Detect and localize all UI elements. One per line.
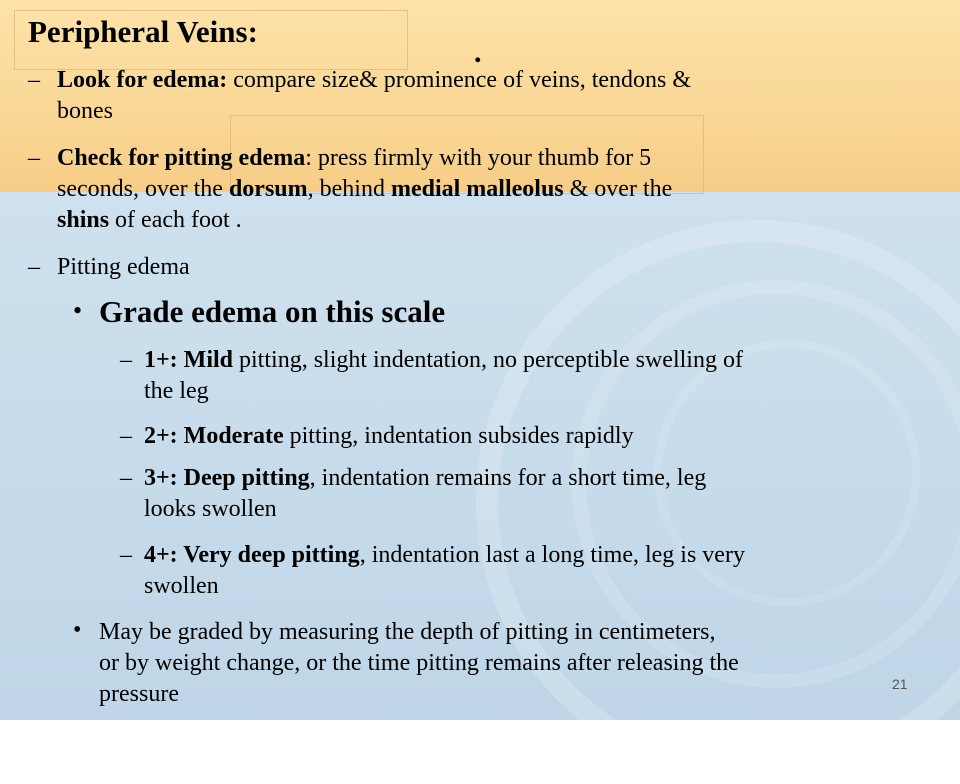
item-text: seconds, over the [57,176,229,202]
item-bold-text: 3+: Deep pitting [144,465,310,491]
list-item-measure: May be graded by measuring the depth of pitting in centimeters, [99,619,716,645]
item-text: & over the [563,176,673,202]
list-dash: – [120,423,132,449]
list-dash: – [28,67,40,93]
item-bold-text: 4+: Very deep pitting [144,542,360,568]
item-text: of each foot . [109,207,242,233]
stray-dot: . [474,36,482,69]
item-bold-text: Check for pitting edema [57,145,306,171]
list-dash: – [28,254,40,280]
list-item-continuation [57,205,242,236]
item-bold-text: medial malleolus [390,176,564,202]
item-text: pitting, slight indentation, no perceptible swelling of [233,347,743,373]
list-item-continuation: looks swollen [144,496,277,522]
list-item-grade-4 [144,540,745,571]
list-item-grade-1 [144,345,743,376]
bullet-point: • [73,617,82,643]
item-bold-text: Look for edema: [57,67,228,93]
item-bold-text: shins [57,207,110,233]
list-item-pitting-check [57,143,651,174]
item-text: , behind [307,176,391,202]
list-dash: – [120,465,132,491]
item-text: : press firmly with your thumb for 5 [305,145,652,171]
scale-heading: Grade edema on this scale [99,294,446,329]
list-item-continuation: swollen [144,573,219,599]
item-text: pitting, indentation subsides rapidly [283,423,634,449]
list-item-look-edema [57,65,691,96]
list-item-continuation: pressure [99,681,179,707]
list-dash: – [28,145,40,171]
list-item-continuation: or by weight change, or the time pitting remains after releasing the [99,650,739,676]
list-item-grade-3 [144,463,706,494]
item-bold-text: 2+: Moderate [144,423,284,449]
page-number: 21 [892,676,908,692]
item-bold-text: 1+: Mild [144,347,234,373]
list-item-continuation [57,174,672,205]
item-text: , indentation remains for a short time, leg [309,465,707,491]
list-item-grade-2 [144,421,634,452]
list-dash: – [120,347,132,373]
bullet-point: • [73,296,83,325]
list-item-continuation: bones [57,98,113,124]
item-bold-text: dorsum [228,176,308,202]
list-item-pitting: Pitting edema [57,254,190,280]
list-item-continuation: the leg [144,378,209,404]
item-text: compare size& prominence of veins, tendons & [227,67,692,93]
slide-title: Peripheral Veins: [28,14,258,49]
list-dash: – [120,542,132,568]
item-text: , indentation last a long time, leg is very [359,542,745,568]
